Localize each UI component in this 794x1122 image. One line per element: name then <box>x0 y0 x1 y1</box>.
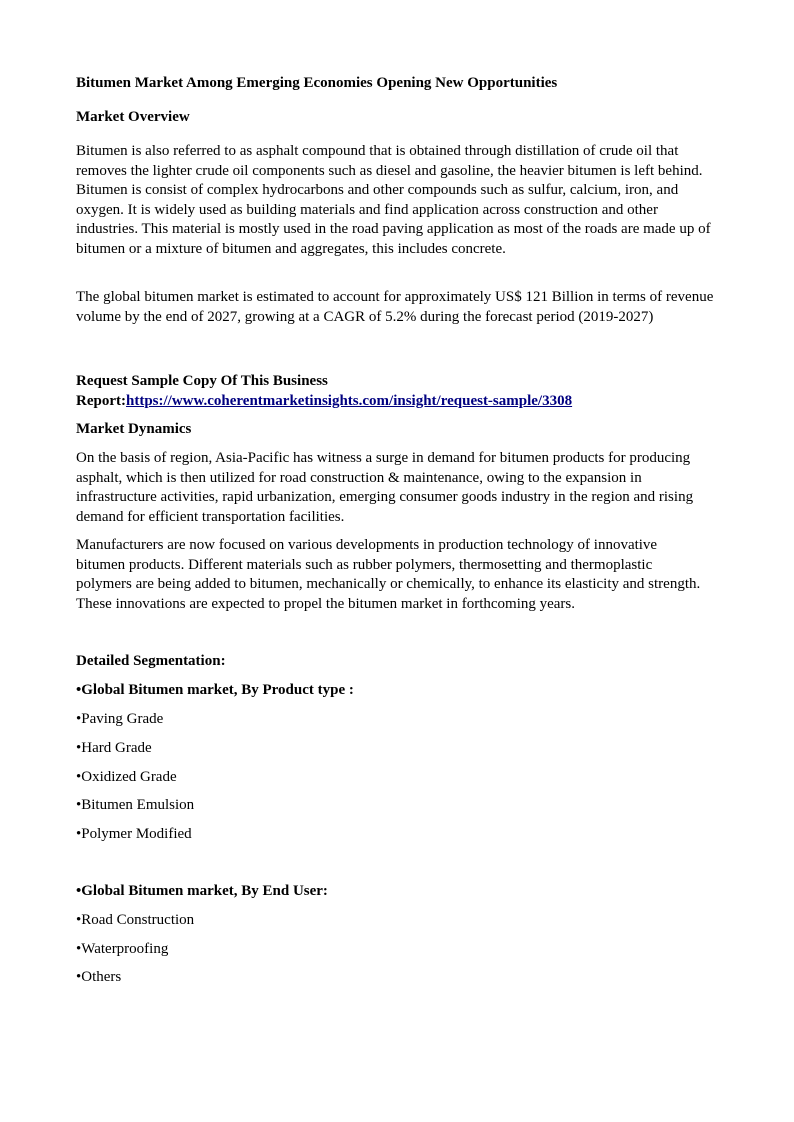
request-sample-label: Request Sample Copy Of This Business <box>76 373 328 389</box>
list-item: •Bitumen Emulsion <box>76 797 195 813</box>
list-item: •Oxidized Grade <box>76 769 177 785</box>
request-sample-prefix: Report: <box>76 392 126 409</box>
overview-paragraph-1: Bitumen is also referred to as asphalt compound that is obtained through distillation of crude oil that removes the lighter crude oil components such as diesel and gasoline, the heavier bitumen is left behind. Bitumen is consist of complex hydrocarbons and other compounds such as sulfur, calcium, iron, and oxygen. It is widely used as building materials and find application across construction and other industries. This material is mostly used in the road paving application as most of the roads are made up of bitumen or a mixture of bitumen and aggregates, this includes concrete. <box>76 143 711 257</box>
list-item: •Waterproofing <box>76 941 169 957</box>
market-overview-heading: Market Overview <box>76 109 190 125</box>
list-item: •Road Construction <box>76 912 195 928</box>
end-user-heading: •Global Bitumen market, By End User: <box>76 883 328 899</box>
document-title: Bitumen Market Among Emerging Economies Opening New Opportunities <box>76 75 558 91</box>
list-item: •Hard Grade <box>76 740 152 756</box>
list-item: •Paving Grade <box>76 711 164 727</box>
market-dynamics-heading: Market Dynamics <box>76 421 192 437</box>
request-sample-block <box>76 372 722 411</box>
overview-paragraph-2: The global bitumen market is estimated to account for approximately US$ 121 Billion in terms of revenue volume by the end of 2027, growing at a CAGR of 5.2% during the forecast period (2019-2027) <box>76 289 714 325</box>
product-type-heading: •Global Bitumen market, By Product type : <box>76 682 354 698</box>
detailed-segmentation-heading: Detailed Segmentation: <box>76 653 226 669</box>
request-sample-link[interactable]: https://www.coherentmarketinsights.com/insight/request-sample/3308 <box>125 392 573 409</box>
list-item: •Others <box>76 969 122 985</box>
dynamics-paragraph-1: On the basis of region, Asia-Pacific has witness a surge in demand for bitumen products for producing asphalt, which is then utilized for road construction & maintenance, owing to the expansion in infrastructure activities, rapid urbanization, emerging consumer goods industry in the region and rising demand for efficient transportation facilities. <box>76 450 694 525</box>
dynamics-paragraph-2: Manufacturers are now focused on various developments in production technology of innovative bitumen products. Different materials such as rubber polymers, thermosetting and thermoplastic polymers are being added to bitumen, mechanically or chemically, to enhance its elasticity and strength. These innovations are expected to propel the bitumen market in forthcoming years. <box>76 537 701 612</box>
list-item: •Polymer Modified <box>76 826 192 842</box>
